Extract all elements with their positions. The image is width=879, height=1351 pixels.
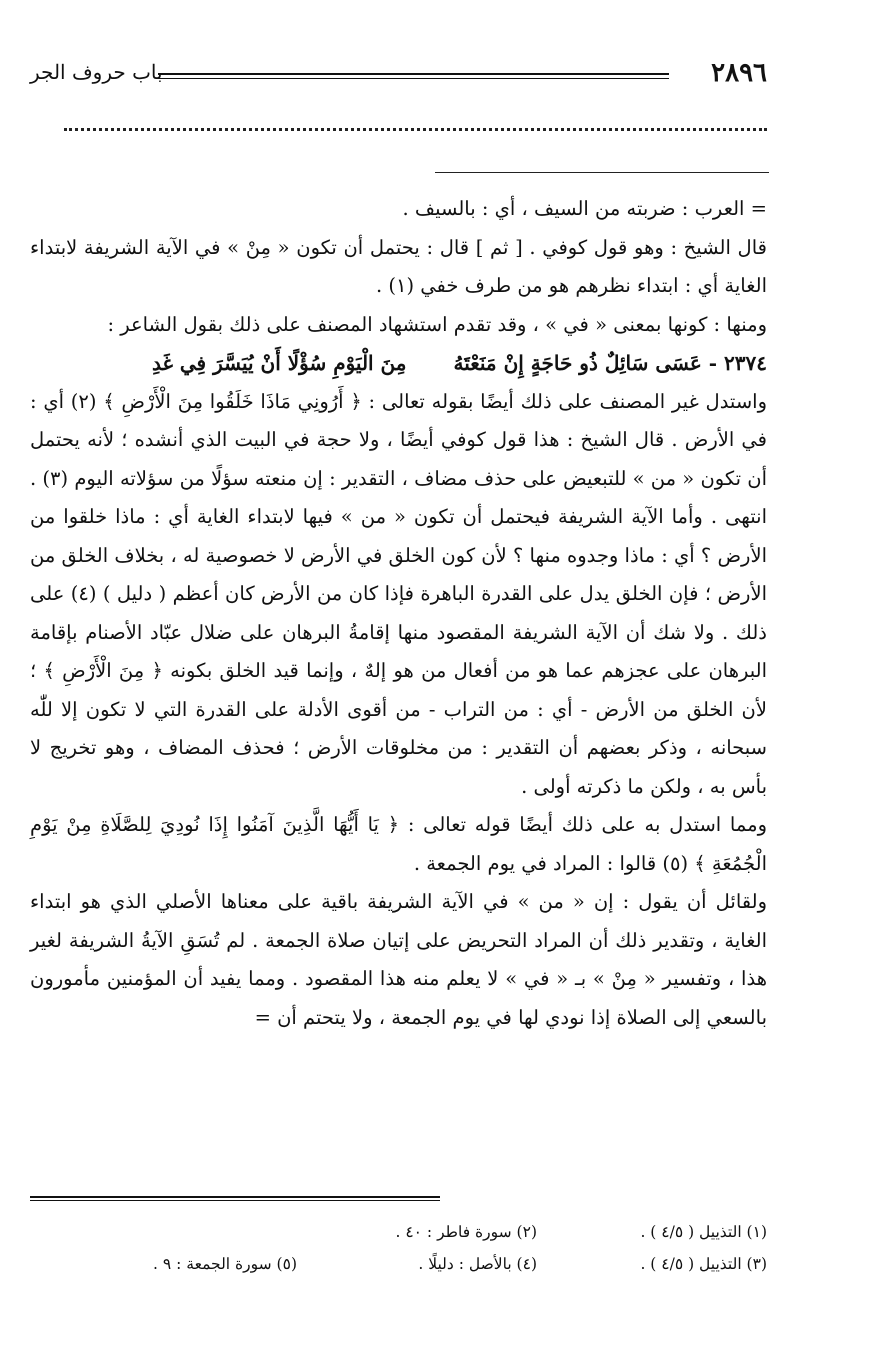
footnote-3: (٣) التذييل ( ٤/٥ ) . xyxy=(640,1255,767,1273)
page-header xyxy=(30,58,767,92)
page-number: ٢٨٩٦ xyxy=(711,58,767,88)
verse-number: ٢٣٧٤ xyxy=(724,351,767,375)
main-text xyxy=(30,190,767,1037)
verse-hemistich-2: مِنَ الْيَوْمِ سُؤْلًا أَنْ يُيَسَّرَ فِي غَدِ xyxy=(151,351,407,375)
paragraph: واستدل غير المصنف على ذلك أيضًا بقوله تعالى : ﴿ أَرُونِي مَاذَا خَلَقُوا مِنَ الْأَرْضِ ﴾ (٢) أي : في الأرض . قال الشيخ : هذا قول كوفي أيضًا ، ولا حجة في البيت الذي أنشده ؛ لأنه يحتمل أن تكون « من » للتبعيض على حذف مضاف ، التقدير : إن منعته سؤلًا من سؤلاته اليوم (٣) . انتهى . وأما الآية الشريفة فيحتمل أن تكون « من » فيها لابتداء الغاية أي : ماذا خلقوا من الأرض ؟ أي : ماذا وجدوه منها ؟ لأن كون الخلق في الأرض لا خصوصية له ، بخلاف الخلق من الأرض ؛ فإن الخلق يدل على القدرة الباهرة فإذا كان من الأرض كان أعظم ( دليل ) (٤) على ذلك . ولا شك أن الآية الشريفة المقصود منها إقامةُ البرهان على ضلال عبّاد الأصنام بإقامة البرهان على عجزهم عما هو من أفعال من هو إلهٌ ، وإنما قيد الخلق بكونه ﴿ مِنَ الْأَرْضِ ﴾ ؛ لأن الخلق من الأرض - أي : من التراب - من أقوى الأدلة على القدرة التي لا تكون إلا للّٰه سبحانه ، وذكر بعضهم أن التقدير : من مخلوقات الأرض ؛ فحذف المضاف ، وهو تخريج لا بأس به ، ولكن ما ذكرته أولى . xyxy=(30,389,767,798)
paragraph: قال الشيخ : وهو قول كوفي . [ ثم ] قال : يحتمل أن تكون « مِنْ » في الآية الشريفة لابتداء الغاية أي : ابتداء نظرهم هو من طرف خفي (١) . xyxy=(30,235,767,297)
footnote-row xyxy=(30,1216,767,1248)
footnote-4: (٤) بالأصل : دليلًا . xyxy=(418,1255,537,1273)
paragraph: ولقائل أن يقول : إن « من » في الآية الشريفة باقية على معناها الأصلي الذي هو ابتداء الغاية ، وتقدير ذلك أن المراد التحريض على إتيان صلاة الجمعة . لم تُسَقِ الآيةُ الشريفة لغير هذا ، وتفسير « مِنْ » بـ « في » لا يعلم منه هذا المقصود . ومما يفيد أن المؤمنين مأمورون بالسعي إلى الصلاة إذا نودي لها في يوم الجمعة ، ولا يتحتم أن = xyxy=(30,890,767,1029)
paragraph: ومما استدل به على ذلك أيضًا قوله تعالى : ﴿ يَا أَيُّهَا الَّذِينَ آمَنُوا إِذَا نُودِيَ لِلصَّلَاةِ مِنْ يَوْمِ الْجُمُعَةِ ﴾ (٥) قالوا : المراد في يوم الجمعة . xyxy=(30,813,767,875)
verse-hemistich-1: - عَسَى سَائِلٌ ذُو حَاجَةٍ إِنْ مَنَعْتَهُ xyxy=(453,351,718,375)
footnote-5: (٥) سورة الجمعة : ٩ . xyxy=(153,1255,297,1273)
footnotes xyxy=(30,1216,767,1280)
chapter-title: باب حروف الجر xyxy=(30,60,163,84)
footnote-1: (١) التذييل ( ٤/٥ ) . xyxy=(640,1223,767,1241)
dotted-separator xyxy=(64,128,767,131)
paragraph: ومنها : كونها بمعنى « في » ، وقد تقدم استشهاد المصنف على ذلك بقول الشاعر : xyxy=(107,312,767,336)
paragraph: = العرب : ضربته من السيف ، أي : بالسيف . xyxy=(402,197,767,220)
footnote-rule xyxy=(30,1196,440,1201)
footnote-2: (٢) سورة فاطر : ٤٠ . xyxy=(395,1223,537,1241)
poetry-verse xyxy=(30,344,767,383)
short-separator xyxy=(435,172,769,173)
footnote-row xyxy=(30,1248,767,1280)
header-rule xyxy=(158,73,669,79)
